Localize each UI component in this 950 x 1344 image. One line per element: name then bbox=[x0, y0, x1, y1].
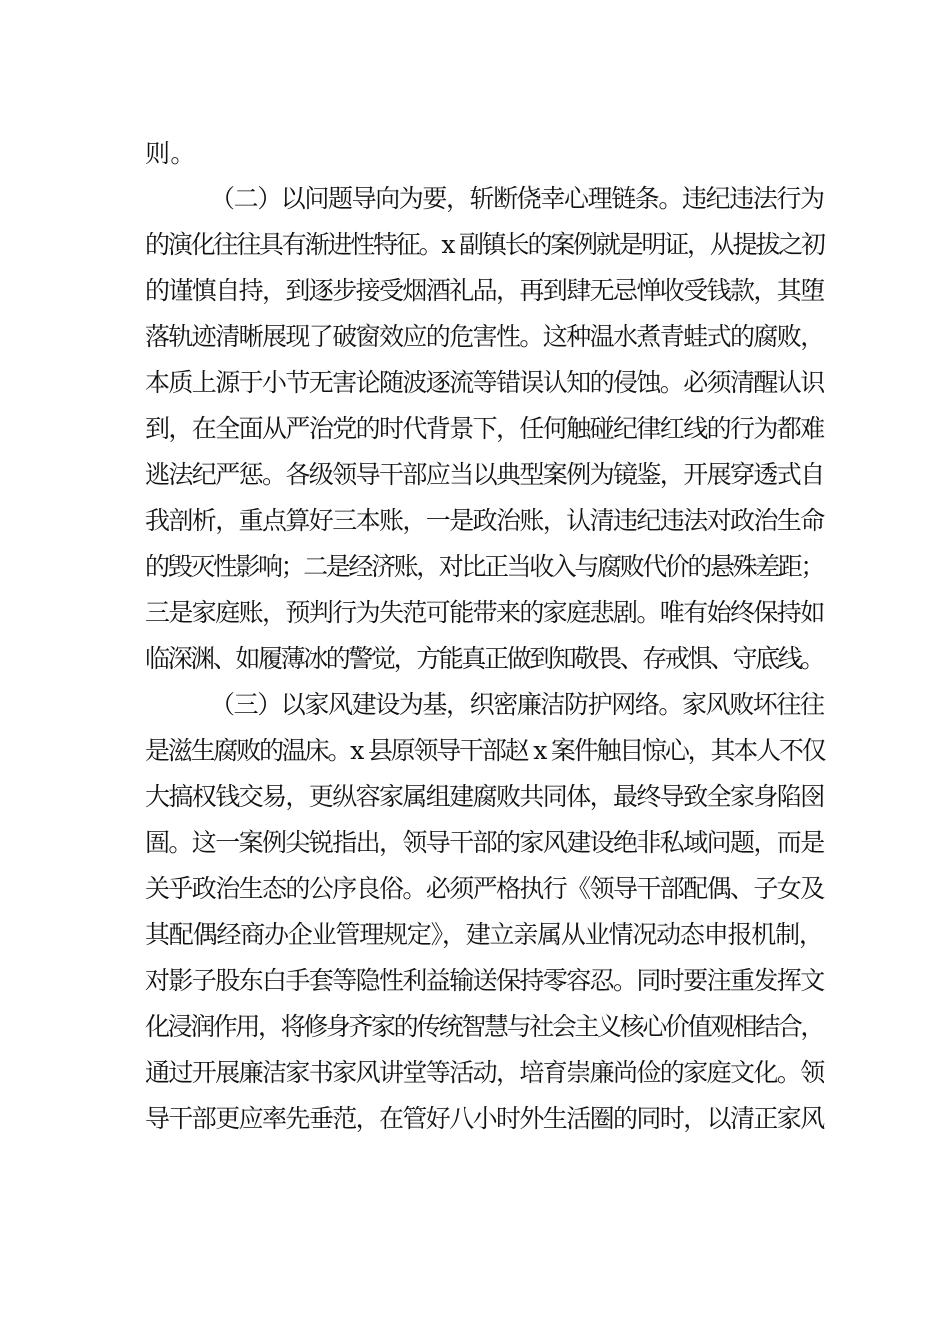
section-two-heading-line: （二）以问题导向为要，斩断侥幸心理链条。违纪违法行为 bbox=[210, 184, 824, 213]
paragraph-line: 逃法纪严惩。各级领导干部应当以典型案例为镜鉴，开展穿透式自 bbox=[145, 460, 824, 489]
paragraph-line: 临深渊、如履薄冰的警觉，方能真正做到知敬畏、存戒惧、守底线。 bbox=[145, 644, 824, 673]
section-three-heading-line: （三）以家风建设为基，织密廉洁防护网络。家风败坏往往 bbox=[210, 690, 824, 719]
paragraph-line: 三是家庭账，预判行为失范可能带来的家庭悲剧。唯有始终保持如 bbox=[145, 598, 824, 627]
paragraph-line: 其配偶经商办企业管理规定》，建立亲属从业情况动态申报机制， bbox=[145, 920, 823, 949]
paragraph-line: 的谨慎自持，到逐步接受烟酒礼品，再到肆无忌惮收受钱款，其堕 bbox=[145, 276, 824, 305]
paragraph-line: 导干部更应率先垂范，在管好八小时外生活圈的同时，以清正家风 bbox=[145, 1104, 824, 1133]
paragraph-line: 我剖析，重点算好三本账，一是政治账，认清违纪违法对政治生命 bbox=[145, 506, 824, 535]
paragraph-line: 圄。这一案例尖锐指出，领导干部的家风建设绝非私域问题，而是 bbox=[145, 828, 824, 857]
paragraph-line: 落轨迹清晰展现了破窗效应的危害性。这种温水煮青蛙式的腐败， bbox=[145, 322, 824, 351]
paragraph-line: 化浸润作用，将修身齐家的传统智慧与社会主义核心价值观相结合， bbox=[145, 1012, 824, 1041]
paragraph-line: 是滋生腐败的温床。x 县原领导干部赵 x 案件触目惊心，其本人不仅 bbox=[145, 736, 825, 765]
paragraph-line: 则。 bbox=[145, 139, 196, 168]
paragraph-line: 对影子股东白手套等隐性利益输送保持零容忍。同时要注重发挥文 bbox=[145, 966, 824, 995]
paragraph-line: 大搞权钱交易，更纵容家属组建腐败共同体，最终导致全家身陷囹 bbox=[145, 782, 824, 811]
paragraph-line: 的毁灭性影响；二是经济账，对比正当收入与腐败代价的悬殊差距； bbox=[145, 552, 824, 581]
paragraph-line: 关乎政治生态的公序良俗。必须严格执行《领导干部配偶、子女及 bbox=[145, 874, 824, 903]
paragraph-line: 的演化往往具有渐进性特征。x 副镇长的案例就是明证，从提拔之初 bbox=[145, 230, 824, 259]
paragraph-line: 本质上源于小节无害论随波逐流等错误认知的侵蚀。必须清醒认识 bbox=[145, 368, 824, 397]
paragraph-line: 通过开展廉洁家书家风讲堂等活动，培育崇廉尚俭的家庭文化。领 bbox=[145, 1058, 824, 1087]
paragraph-line: 到，在全面从严治党的时代背景下，任何触碰纪律红线的行为都难 bbox=[145, 414, 824, 443]
